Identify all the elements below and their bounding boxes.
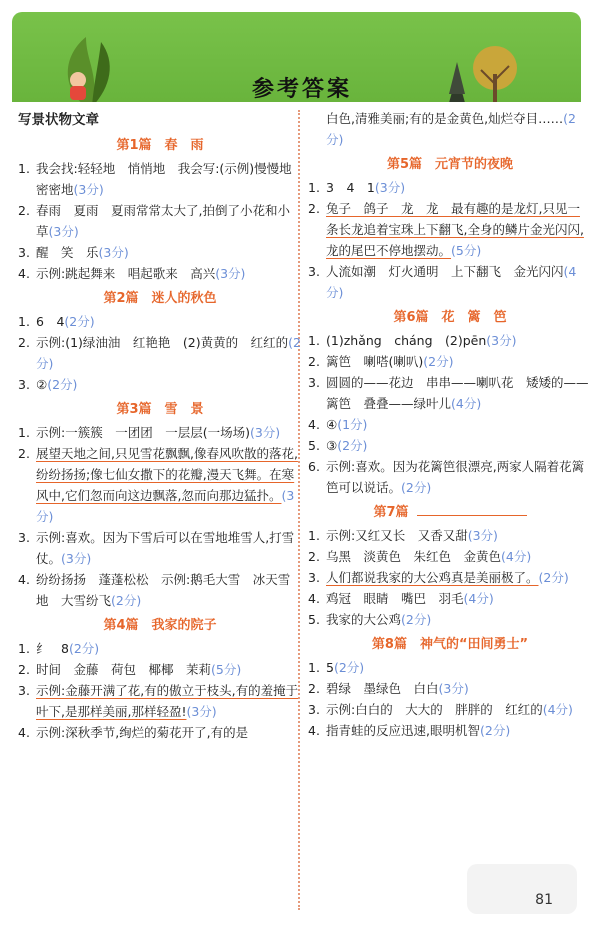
- answer-text: 6 4: [36, 314, 65, 329]
- page-number: 81: [535, 892, 553, 908]
- answer-text: ④: [326, 417, 338, 432]
- item-number: 1.: [18, 425, 30, 440]
- answer-item: [308, 546, 592, 567]
- score: (2分): [333, 660, 365, 675]
- answer-text: 我家的大公鸡: [326, 612, 402, 627]
- answer-item: [18, 680, 302, 722]
- score: (2分): [401, 612, 432, 627]
- item-number: 1.: [308, 528, 320, 543]
- score: (2分): [111, 593, 142, 608]
- answer-item: [308, 372, 592, 414]
- answer-text: 鸡冠 眼睛 嘴巴 羽毛: [326, 591, 464, 606]
- item-number: 3.: [18, 245, 30, 260]
- answer-text: 示例:又红又长 又香又甜: [326, 528, 468, 543]
- item-number: 2.: [308, 681, 320, 696]
- score: (3分): [73, 182, 104, 197]
- score: (3分): [249, 425, 281, 440]
- score: (3分): [186, 704, 217, 719]
- item-number: 1.: [18, 161, 30, 176]
- score: (2分): [47, 377, 78, 392]
- item-number: 1.: [308, 180, 320, 195]
- piece-title-4: 第4篇 我家的院子: [103, 618, 217, 633]
- item-number: 1.: [18, 314, 30, 329]
- answer-item: [308, 414, 592, 435]
- score: (4分): [463, 591, 494, 606]
- score: (3分): [61, 551, 92, 566]
- answer-item: [308, 609, 592, 630]
- answer-item: [18, 263, 302, 284]
- answer-item: [18, 242, 302, 263]
- answer-text: (1)zhǎng cháng (2)pēn: [326, 333, 487, 348]
- score: (1分): [337, 417, 368, 432]
- score: (4分): [542, 702, 573, 717]
- item-number: 4.: [18, 266, 30, 281]
- score: (3分): [438, 681, 469, 696]
- answer-text: 示例:白白的 大大的 胖胖的 红红的: [326, 702, 543, 717]
- answer-text: 示例:喜欢。因为下雪后可以在雪地堆雪人,打雪仗。: [36, 530, 295, 566]
- answer-item: [308, 720, 592, 741]
- answer-text: 示例:喜欢。因为花篱笆很漂亮,两家人隔着花篱笆可以说话。: [326, 459, 585, 495]
- piece-title-3: 第3篇 雪 景: [116, 402, 204, 417]
- score: (2分): [64, 314, 95, 329]
- item-number: 2.: [308, 354, 320, 369]
- answer-item: [18, 443, 302, 527]
- answer-text: 纷纷扬扬 蓬蓬松松 示例:鹅毛大雪 冰天雪地 大雪纷飞: [36, 572, 291, 608]
- answer-text: 示例:(1)绿油油 红艳艳 (2)黄黄的 红红的: [36, 335, 289, 350]
- answer-item: [18, 527, 302, 569]
- answer-item: [18, 311, 302, 332]
- score: (3分): [98, 245, 129, 260]
- page-title: 参考答案: [252, 77, 353, 102]
- item-number: 2.: [308, 201, 320, 216]
- watermark-logo: [467, 864, 577, 914]
- item-number: 3.: [18, 530, 30, 545]
- answer-item: [308, 351, 592, 372]
- answer-item-continued: [308, 108, 592, 150]
- answer-text: 示例:跳起舞来 唱起歌来 高兴: [36, 266, 216, 281]
- answer-item: [308, 525, 592, 546]
- answer-text: 时间 金藤 荷包 椰椰 茉莉: [36, 662, 212, 677]
- answer-item: [18, 422, 302, 443]
- answer-item: [308, 261, 592, 303]
- answer-text: 乌黑 淡黄色 朱红色 金黄色: [326, 549, 502, 564]
- answer-text: 展望天地之间,只见雪花飘飘,像春风吹散的落花,纷纷扬扬;像七仙女撒下的花瓣,漫天飞舞。在寒风中,它们忽而向这边飘落,忽而向那边猛扑。: [36, 446, 298, 503]
- item-number: 2.: [308, 549, 320, 564]
- answer-item: [308, 177, 592, 198]
- piece-title-2: 第2篇 迷人的秋色: [103, 291, 217, 306]
- score: (2分): [401, 480, 432, 495]
- item-number: 3.: [308, 375, 320, 390]
- item-number: 6.: [308, 459, 320, 474]
- item-number: 2.: [18, 446, 30, 461]
- item-number: 3.: [308, 702, 320, 717]
- answer-text: 春雨 夏雨 夏雨常常太大了,拍倒了小花和小草: [36, 203, 290, 239]
- score: (3分): [215, 266, 246, 281]
- answer-item: [18, 374, 302, 395]
- answer-text: 人们都说我家的大公鸡真是美丽极了。: [326, 570, 539, 585]
- item-number: 3.: [18, 377, 30, 392]
- answer-item: [18, 722, 302, 743]
- answer-item: [308, 567, 592, 588]
- item-number: 3.: [308, 264, 320, 279]
- answer-text: 纟 8: [36, 641, 69, 656]
- item-number: 5.: [308, 612, 320, 627]
- score: (4分): [326, 264, 577, 300]
- score: (5分): [451, 243, 482, 258]
- piece-title-6: 第6篇 花 篱 笆: [393, 310, 507, 325]
- piece-title-8: 第8篇 神气的“田间勇士”: [371, 637, 529, 652]
- score: (2分): [538, 570, 569, 585]
- score: (2分): [68, 641, 100, 656]
- score: (3分): [36, 488, 295, 524]
- item-number: 2.: [18, 662, 30, 677]
- answer-text: ②: [36, 377, 48, 392]
- item-number: 2.: [18, 203, 30, 218]
- item-number: 4.: [308, 723, 320, 738]
- header-banner: [12, 12, 581, 102]
- score: (3分): [486, 333, 517, 348]
- item-number: 1.: [308, 660, 320, 675]
- item-number: 1.: [18, 641, 30, 656]
- item-number: 4.: [308, 417, 320, 432]
- answer-item: [308, 678, 592, 699]
- score: (4分): [451, 396, 482, 411]
- score: (5分): [211, 662, 242, 677]
- piece-title-7: [308, 502, 592, 523]
- piece-title-1: 第1篇 春 雨: [116, 138, 204, 153]
- answer-text: 指青蛙的反应迅速,眼明机智: [326, 723, 480, 738]
- item-number: 3.: [308, 570, 320, 585]
- answer-item: [308, 588, 592, 609]
- score: (2分): [326, 111, 577, 147]
- score: (2分): [479, 723, 511, 738]
- answer-item: [18, 332, 302, 374]
- leaf-character-illustration: [56, 32, 126, 112]
- answer-item: [308, 198, 592, 261]
- right-column: [308, 108, 592, 741]
- score: (4分): [501, 549, 532, 564]
- answer-text: 我会找:轻轻地 悄悄地 我会写:(示例)慢慢地 密密地: [36, 161, 305, 197]
- answer-item: [308, 330, 592, 351]
- item-number: 4.: [18, 572, 30, 587]
- answer-text: ③: [326, 438, 338, 453]
- score: (2分): [36, 335, 301, 371]
- answer-item: [18, 158, 305, 200]
- left-column: [18, 108, 305, 743]
- answer-text: 人流如潮 灯火通明 上下翻飞 金光闪闪: [326, 264, 564, 279]
- answer-item: [18, 659, 302, 680]
- score: (2分): [423, 354, 454, 369]
- item-number: 4.: [308, 591, 320, 606]
- answer-text: 示例:金藤开满了花,有的傲立于枝头,有的羞掩于叶下,是那样美丽,那样轻盈!: [36, 683, 299, 719]
- answer-item: [308, 435, 592, 456]
- answer-text: 圆圆的——花边 串串——喇叭花 矮矮的——篱笆 叠叠——绿叶儿: [326, 375, 589, 411]
- answer-text: 白色,清雅美丽;有的是金黄色,灿烂夺目……: [326, 111, 564, 126]
- answer-item: [308, 699, 592, 720]
- answer-text: 示例:深秋季节,绚烂的菊花开了,有的是: [36, 725, 249, 740]
- score: (3分): [374, 180, 406, 195]
- answer-text: 篱笆 喇嗒(喇叭): [326, 354, 424, 369]
- score: (2分): [337, 438, 368, 453]
- answer-text: 醒 笑 乐: [36, 245, 99, 260]
- answer-text: 5: [326, 660, 334, 675]
- answer-item: [18, 569, 302, 611]
- item-number: 2.: [18, 335, 30, 350]
- item-number: 4.: [18, 725, 30, 740]
- section-title: 写景状物文章: [18, 112, 99, 128]
- piece-title-text: 第7篇: [373, 505, 409, 520]
- answer-text: 示例:一簇簇 一团团 一层层(一场场): [36, 425, 250, 440]
- blank-line: [417, 515, 527, 516]
- answer-item: [18, 200, 302, 242]
- answer-text: 3 4 1: [326, 180, 375, 195]
- answer-item: [18, 638, 302, 659]
- item-number: 3.: [18, 683, 30, 698]
- answer-item: [308, 657, 592, 678]
- score: (3分): [467, 528, 498, 543]
- piece-title-5: 第5篇 元宵节的夜晚: [386, 157, 514, 172]
- answer-text: 兔子 鸽子 龙 龙 最有趣的是龙灯,只见一条长龙追着宝珠上下翻飞,全身的鳞片金光闪闪,龙的尾巴不停地摆动。: [326, 201, 584, 258]
- answer-item: [308, 456, 592, 498]
- answer-text: 碧绿 墨绿色 白白: [326, 681, 439, 696]
- item-number: 5.: [308, 438, 320, 453]
- score: (3分): [48, 224, 79, 239]
- item-number: 1.: [308, 333, 320, 348]
